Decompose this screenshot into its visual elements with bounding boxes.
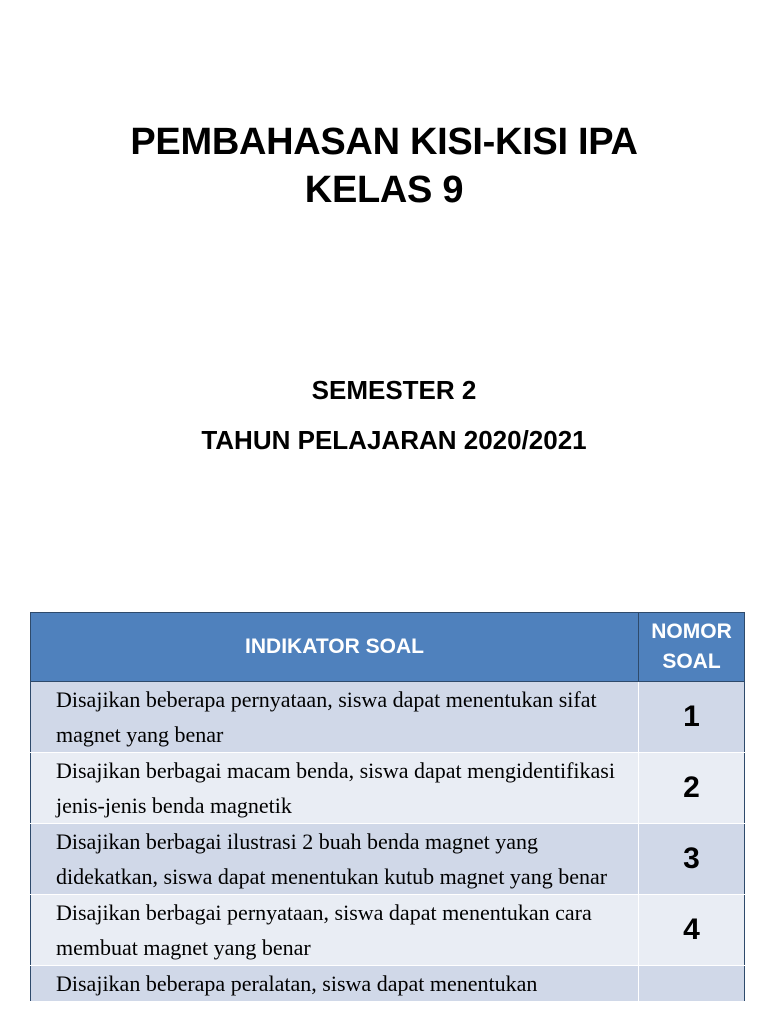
page-title [0,118,768,214]
header-nomor-line-2: SOAL [662,650,721,673]
title-line-2: KELAS 9 [304,169,464,211]
nomor-cell: 4 [639,895,745,966]
header-indikator-soal: INDIKATOR SOAL [31,613,639,682]
page-subtitle [0,370,768,460]
indikator-cell: Disajikan beberapa peralatan, siswa dapat menentukan [31,966,639,1002]
indikator-cell: Disajikan beberapa pernyataan, siswa dapat menentukan sifat magnet yang benar [31,682,639,753]
table-row [31,895,745,966]
kisi-kisi-table [30,612,745,1002]
subtitle-semester: SEMESTER 2 [311,375,477,405]
header-nomor-line-1: NOMOR [651,620,732,643]
table-row [31,753,745,824]
title-line-1: PEMBAHASAN KISI-KISI IPA [130,121,638,163]
header-nomor-soal [639,613,745,682]
nomor-cell [639,966,745,1002]
nomor-cell: 3 [639,824,745,895]
indikator-cell: Disajikan berbagai ilustrasi 2 buah benda magnet yang didekatkan, siswa dapat menentukan kutub magnet yang benar [31,824,639,895]
table-row [31,824,745,895]
indikator-cell: Disajikan berbagai pernyataan, siswa dapat menentukan cara membuat magnet yang benar [31,895,639,966]
nomor-cell: 1 [639,682,745,753]
subtitle-academic-year: TAHUN PELAJARAN 2020/2021 [201,425,587,455]
nomor-cell: 2 [639,753,745,824]
table-row [31,966,745,1002]
indikator-cell: Disajikan berbagai macam benda, siswa dapat mengidentifikasi jenis-jenis benda magnetik [31,753,639,824]
table-header-row [31,613,745,682]
table-row [31,682,745,753]
